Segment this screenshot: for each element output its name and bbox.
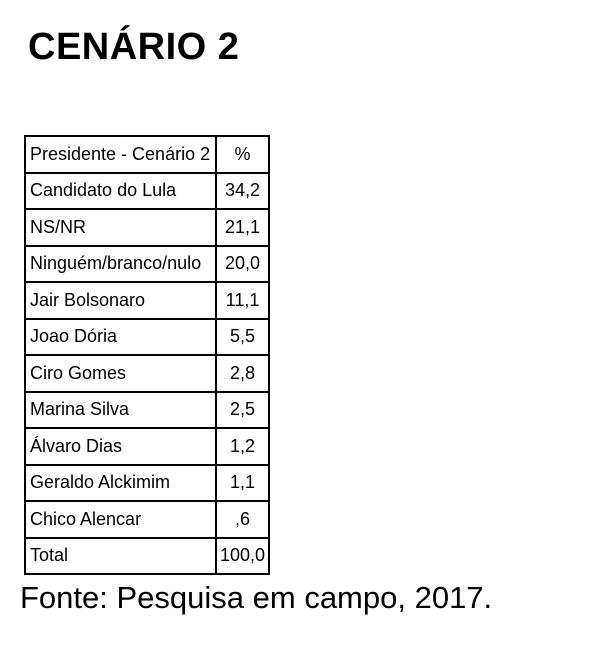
percent-cell: ,6	[216, 501, 269, 538]
percent-cell: 1,1	[216, 465, 269, 502]
total-percent-cell: 100,0	[216, 538, 269, 575]
percent-cell: 21,1	[216, 209, 269, 246]
table-row	[25, 173, 269, 210]
table-row	[25, 501, 269, 538]
results-table	[24, 135, 270, 575]
candidate-cell: Ninguém/branco/nulo	[25, 246, 216, 283]
table-row	[25, 465, 269, 502]
table-row	[25, 246, 269, 283]
table-header-row	[25, 136, 269, 173]
table-header-percent: %	[216, 136, 269, 173]
percent-cell: 1,2	[216, 428, 269, 465]
candidate-cell: NS/NR	[25, 209, 216, 246]
candidate-cell: Ciro Gomes	[25, 355, 216, 392]
table-row	[25, 392, 269, 429]
table-row	[25, 319, 269, 356]
candidate-cell: Candidato do Lula	[25, 173, 216, 210]
percent-cell: 2,5	[216, 392, 269, 429]
percent-cell: 5,5	[216, 319, 269, 356]
candidate-cell: Álvaro Dias	[25, 428, 216, 465]
candidate-cell: Geraldo Alckimim	[25, 465, 216, 502]
table-header-label: Presidente - Cenário 2	[25, 136, 216, 173]
percent-cell: 11,1	[216, 282, 269, 319]
candidate-cell: Joao Dória	[25, 319, 216, 356]
percent-cell: 20,0	[216, 246, 269, 283]
table-row	[25, 428, 269, 465]
percent-cell: 34,2	[216, 173, 269, 210]
candidate-cell: Jair Bolsonaro	[25, 282, 216, 319]
table-row	[25, 538, 269, 575]
source-caption: Fonte: Pesquisa em campo, 2017.	[20, 580, 493, 615]
table-row	[25, 282, 269, 319]
candidate-cell: Marina Silva	[25, 392, 216, 429]
page-title: CENÁRIO 2	[28, 26, 240, 68]
total-cell: Total	[25, 538, 216, 575]
candidate-cell: Chico Alencar	[25, 501, 216, 538]
table-row	[25, 355, 269, 392]
percent-cell: 2,8	[216, 355, 269, 392]
table-row	[25, 209, 269, 246]
